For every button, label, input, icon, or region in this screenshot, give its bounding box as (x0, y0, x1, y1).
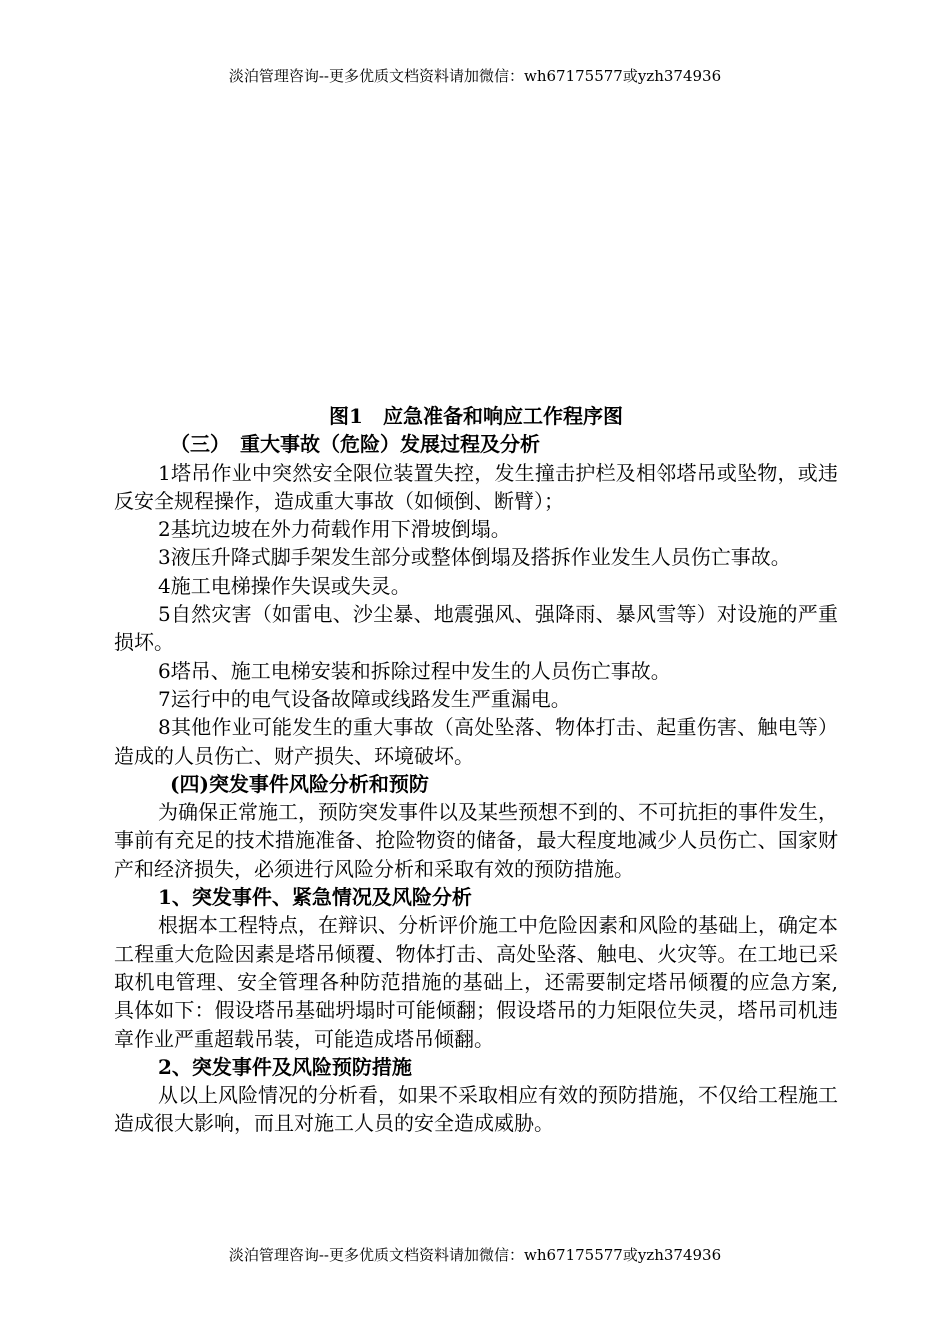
list-item: 6塔吊、施工电梯安装和拆除过程中发生的人员伤亡事故。 (158, 658, 671, 683)
subsection-heading-2: 2、突发事件及风险预防措施 (158, 1054, 412, 1079)
subsection-2-body: 从以上风险情况的分析看，如果不采取相应有效的预防措施，不仅给工程施工造成很大影响，而且对施工人员的安全造成威胁。 (114, 1083, 838, 1136)
list-item: 5自然灾害（如雷电、沙尘暴、地震强风、强降雨、暴风雪等）对设施的严重损坏。 (114, 602, 838, 655)
document-body (114, 402, 838, 1138)
page-header: 淡泊管理咨询--更多优质文档资料请加微信：wh67175577或yzh374936 (228, 67, 722, 85)
list-item: 3液压升降式脚手架发生部分或整体倒塌及搭拆作业发生人员伤亡事故。 (158, 545, 791, 570)
list-item: 8其他作业可能发生的重大事故（高处坠落、物体打击、起重伤害、触电等）造成的人员伤亡、财产损失、环境破坏。 (114, 715, 838, 768)
figure-caption: 图1 应急准备和响应工作程序图 (329, 404, 623, 428)
subsection-heading-1: 1、突发事件、紧急情况及风险分析 (158, 885, 472, 910)
section-heading-4: (四)突发事件风险分析和预防 (170, 771, 429, 796)
subsection-1-body: 根据本工程特点，在辩识、分析评价施工中危险因素和风险的基础上，确定本工程重大危险因素是塔吊倾覆、物体打击、高处坠落、触电、火灾等。在工地已采取机电管理、安全管理各种防范措施的基础上，还需要制定塔吊倾覆的应急方案,具体如下：假设塔吊基础坍塌时可能倾翻；假设塔吊的力矩限位失灵，塔吊司机违章作业严重超载吊装，可能造成塔吊倾翻。 (114, 913, 838, 1051)
section-4-intro: 为确保正常施工，预防突发事件以及某些预想不到的、不可抗拒的事件发生，事前有充足的技术措施准备、抢险物资的储备，最大程度地减少人员伤亡、国家财产和经济损失，必须进行风险分析和采取有效的预防措施。 (114, 800, 838, 881)
list-item: 1塔吊作业中突然安全限位装置失控，发生撞击护栏及相邻塔吊或坠物，或违反安全规程操作，造成重大事故（如倾倒、断臂）； (114, 460, 838, 513)
section-heading-3: （三） 重大事故（危险）发展过程及分析 (170, 432, 540, 457)
list-item: 4施工电梯操作失误或失灵。 (158, 573, 411, 598)
list-item: 2基坑边坡在外力荷载作用下滑坡倒塌。 (158, 517, 511, 542)
list-item: 7运行中的电气设备故障或线路发生严重漏电。 (158, 686, 571, 711)
page-footer: 淡泊管理咨询--更多优质文档资料请加微信：wh67175577或yzh374936 (228, 1246, 722, 1264)
